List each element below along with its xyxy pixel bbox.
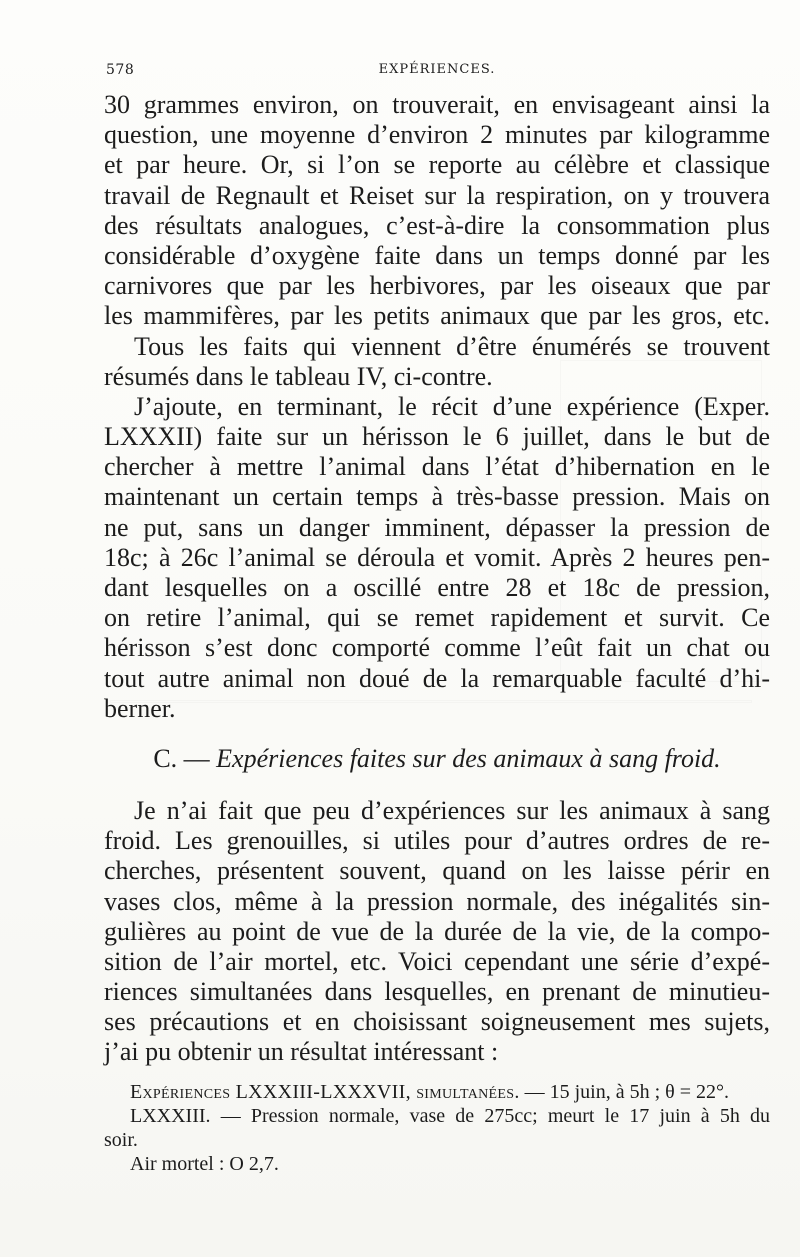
text-line: gulières au point de vue de la durée de la vie, de la compo- (104, 916, 770, 946)
text-line: carnivores que par les herbivores, par les oiseaux que par (104, 271, 770, 301)
experiment-line: LXXXIII. — Pression normale, vase de 275cc; meurt le 17 juin à 5h du (130, 1104, 770, 1127)
text-line: riences simultanées dans lesquelles, en prenant de minutieu- (104, 977, 770, 1007)
text-line: berner. (104, 693, 176, 723)
text-line: sition de l’air mortel, etc. Voici cependant une série d’expé- (104, 946, 770, 976)
text-line: tout autre animal non doué de la remarquable faculté d’hi- (104, 663, 770, 693)
paragraph-2 (104, 332, 770, 392)
experiment-line: soir. (104, 1128, 138, 1151)
text-line: considérable d’oxygène faite dans un temps donné par les (104, 240, 770, 270)
text-line: dant lesquelles on a oscillé entre 28 et 18c de pression, (104, 573, 770, 602)
text-line: froid. Les grenouilles, si utiles pour d’autres ordres de re- (104, 826, 770, 856)
text-line: les mammifères, par les petits animaux que par les gros, etc. (104, 301, 770, 331)
spacer (104, 1068, 770, 1080)
section-heading (104, 744, 770, 774)
page-number: 578 (106, 62, 135, 78)
body-text (104, 90, 770, 1176)
text-line: J’ajoute, en terminant, le récit d’une expérience (Exper. (134, 391, 770, 421)
text-line: cherches, présentent souvent, quand on les laisse périr en (104, 856, 770, 886)
running-title: EXPÉRIENCES. (378, 62, 496, 77)
page-header (106, 60, 768, 84)
text-line: on retire l’animal, qui se remet rapidement et survit. Ce (104, 603, 770, 633)
paragraph-4 (104, 796, 770, 1068)
paragraph-3 (104, 392, 770, 724)
text-line: j’ai pu obtenir un résultat intéressant : (104, 1037, 499, 1067)
text-line: ses précautions et en choisissant soigneusement mes sujets, (104, 1007, 770, 1037)
text-line: vases clos, même à la pression normale, des inégalités sin- (104, 886, 770, 916)
experiment-note (104, 1080, 770, 1176)
text-line: des résultats analogues, c’est-à-dire la consommation plus (104, 210, 770, 240)
section-title: Expériences faites sur des animaux à sang froid. (216, 743, 721, 773)
text-line: résumés dans le tableau IV, ci-contre. (104, 361, 493, 391)
text-line: hérisson s’est donc comporté comme l’eût fait un chat ou (104, 633, 770, 663)
text-line: maintenant un certain temps à très-basse pression. Mais on (104, 482, 770, 512)
text-line: question, une moyenne d’environ 2 minutes par kilogramme (104, 120, 770, 150)
section-prefix: C. — (153, 743, 210, 773)
text-line: et par heure. Or, si l’on se reporte au célèbre et classique (104, 150, 770, 180)
text-line: LXXXII) faite sur un hérisson le 6 juillet, dans le but de (104, 422, 770, 452)
text-line: Je n’ai fait que peu d’expériences sur les animaux à sang (134, 795, 770, 825)
experiment-title-line (104, 1080, 770, 1104)
text-line: 18c; à 26c l’animal se déroula et vomit. Après 2 heures pen- (104, 542, 770, 572)
experiment-line: Air mortel : O 2,7. (130, 1152, 279, 1175)
text-line: travail de Regnault et Reiset sur la respiration, on y trouvera (104, 180, 770, 210)
experiment-title: Expériences LXXXIII-LXXXVII, simultanées. (130, 1080, 520, 1103)
text-line: ne put, sans un danger imminent, dépasser la pression de (104, 512, 770, 542)
experiment-date: — 15 juin, à 5h ; θ = 22°. (524, 1080, 730, 1103)
text-line: Tous les faits qui viennent d’être énumérés se trouvent (134, 331, 770, 361)
text-line: chercher à mettre l’animal dans l’état d’hibernation en le (104, 452, 770, 482)
paragraph-1 (104, 90, 770, 332)
text-line: 30 grammes environ, on trouverait, en envisageant ainsi la (104, 90, 770, 119)
